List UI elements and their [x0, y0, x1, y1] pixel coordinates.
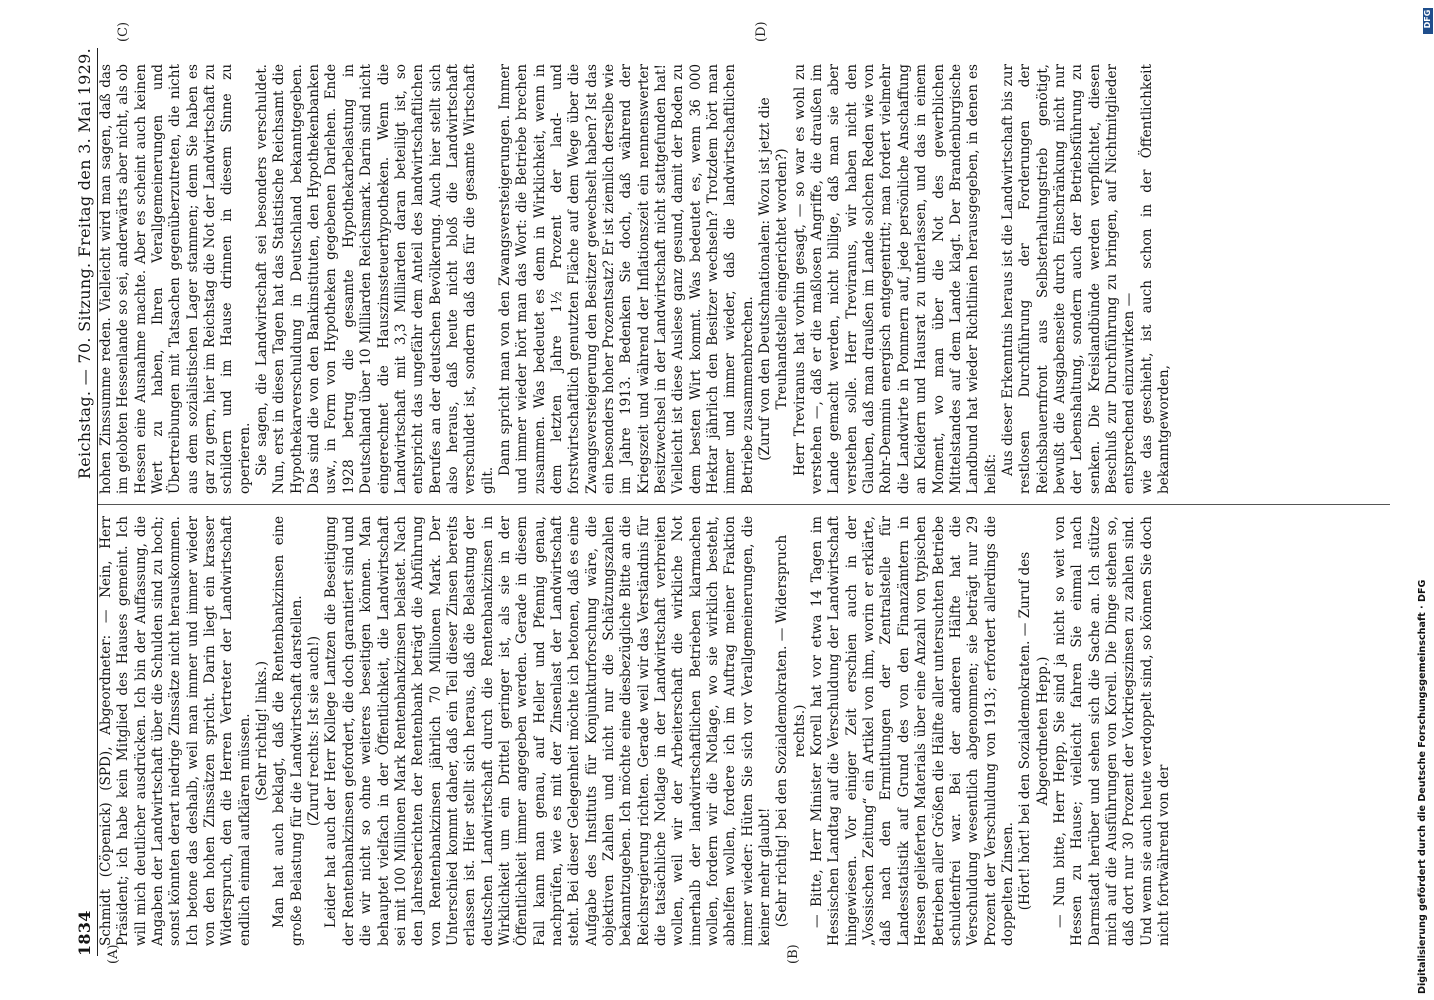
quotation: Aus dieser Erkenntnis heraus ist die Landwirtschaft bis zur restlosen Durchführung der Forderungen der Reichsbauernfront aus Selbsterhaltungstrieb genötigt, bewußt die Ausgabenseite durch Einschränkung nicht nur der Lebenshaltung, sondern auch der Betriebsführung zu senken. Die Kreislandbünde werden verpflichtet, diesen Beschluß zur Durchführung zu bringen, auf Nichtmitglieder entsprechend einzuwirken —	[999, 64, 1138, 494]
right-column	[98, 64, 1390, 494]
digitization-credit: Digitalisierung gefördert durch die Deutsche Forschungsgemeinschaft · DFG	[1417, 579, 1428, 994]
page-header	[68, 48, 98, 956]
dfg-logo: DFG	[1423, 8, 1433, 34]
column-divider	[98, 504, 1390, 505]
text-columns	[98, 21, 1390, 964]
paragraph: Herr Treviranus hat vorhin gesagt, — so war es wohl zu verstehen —, daß er die maßlosen Angriffe, die draußen im Lande gemacht werden, nicht billige, daß man sie aber verstehen solle. Herr Treviranus, wir haben nicht den Glauben, daß man draußen im Lande solchen Reden wie von Rohr-Demmin energisch entgegentritt; man fordert vielmehr die Landwirte in Pommern auf, jede persönliche Anschaffung an Kleidern und Hausrat zu unterlassen, und das in einem Moment, wo man über die Not des gewerblichen Mittelstandes auf dem Lande klagt. Der Brandenburgische Landbund hat wieder Richtlinien herausgegeben, in denen es heißt:	[791, 64, 999, 494]
paragraph: Man hat auch beklagt, daß die Rentenbankzinsen eine große Belastung für die Landwirtschaft darstellen.	[271, 516, 305, 946]
paragraph: — Nun bitte, Herr Hepp, Sie sind ja nicht so weit von Hessen zu Hause; vielleicht fahren Sie einmal nach Darmstadt herüber und sehen sich die Sache an. Ich stütze mich auf die Ausführungen von Korell. Die Dinge stehen so, daß dort nur 30 Prozent der Vorkriegszinsen zu zahlen sind. Und wenn sie auch heute verdoppelt sind, so können Sie doch nicht fortwährend von der	[1051, 516, 1172, 946]
margin-mark-d: (D)	[754, 21, 769, 42]
paragraph: Schmidt (Cöpenick) (SPD), Abgeordneter: — Nein, Herr Präsident; ich habe kein Mitglied des Hauses gemeint. Ich will mich deutlicher ausdrücken. Ich bin der Auffassung, die Angaben der Landwirtschaft über die Schulden sind zu hoch; sonst könnten derart niedrige Zinssätze nicht herauskommen. Ich betone das deshalb, weil man immer und immer wieder von den hohen Zinssätzen spricht. Darin liegt ein krasser Widerspruch, den die Herren Vertreter der Landwirtschaft endlich einmal aufklären müssen.	[98, 516, 253, 946]
running-title: Reichstag. — 70. Sitzung. Freitag den 3. Mai 1929.	[75, 48, 94, 480]
margin-mark-b: (B)	[786, 944, 801, 964]
paragraph: Dann spricht man von den Zwangsversteigerungen. Immer und immer wieder hört man das Wort: die Betriebe brechen zusammen. Was bedeutet es denn in Wirklichkeit, wenn in dem letzten Jahre 1½ Prozent der land- und forstwirtschaftlich genutzten Fläche auf dem Wege über die Zwangsversteigerung den Besitzer gewechselt haben? Ist das ein besonders hoher Prozentsatz? Er ist ziemlich derselbe wie im Jahre 1913. Bedenken Sie doch, daß während der Kriegszeit und während der Inflationszeit ein nennenswerter Besitzwechsel in der Landwirtschaft nicht stattgefunden hat! Vielleicht ist diese Auslese ganz gesund, damit der Boden zu dem besten Wirt kommt. Was bedeutet es, wenn 36 000 Hektar jährlich den Besitzer wechseln? Trotzdem hört man immer und immer wieder, daß die landwirtschaftlichen Betriebe zusammenbrechen.	[496, 64, 756, 494]
interjection: (Sehr richtig! links.)	[254, 660, 271, 802]
page-number: 1834	[75, 910, 94, 956]
interjection: (Hört! hört! bei den Sozialdemokraten. — Zuruf des Abgeordneten Hepp.)	[1017, 551, 1051, 911]
interjection: (Sehr richtig! bei den Sozialdemokraten. — Widerspruch rechts.)	[774, 534, 808, 928]
interjection: (Zuruf rechts: Ist sie auch!)	[306, 635, 323, 827]
margin-mark-a: (A)	[106, 944, 121, 964]
document-page	[60, 21, 1400, 970]
left-column	[98, 516, 1390, 946]
paragraph: — Bitte, Herr Minister Korell hat vor etwa 14 Tagen im Hessischen Landtag auf die Verschuldung der Landwirtschaft hingewiesen. Vor einiger Zeit erschien auch in der „Vossischen Zeitung“ ein Artikel von ihm, worin er erklärte, daß nach den Ermittlungen der Zentralstelle für Landesstatistik auf Grund des von den Finanzämtern in Hessen gelieferten Materials über eine Anzahl von typischen Betrieben aller Größen die Hälfte aller untersuchten Betriebe schuldenfrei war. Bei der anderen Hälfte hat die Verschuldung wesentlich abgenommen; sie beträgt nur 29 Prozent der Verschuldung von 1913; erfordert allerdings die doppelten Zinsen.	[809, 516, 1016, 946]
paragraph: Sie sagen, die Landwirtschaft sei besonders verschuldet. Nun, erst in diesen Tagen hat das Statistische Reichsamt die Hypothekarverschuldung in Deutschland bekanntgegeben. Das sind die von den Bankinstituten, den Hypothekenbanken usw., in Form von Hypotheken gegebenen Darlehen. Ende 1928 betrug die gesamte Hypothekarbelastung in Deutschland über 10 Milliarden Reichsmark. Darin sind nicht eingerechnet die Hauszinssteuerhypotheken. Wenn die Landwirtschaft mit 3,3 Milliarden daran beteiligt ist, so entspricht das ungefähr dem Anteil des landwirtschaftlichen Berufes an der deutschen Bevölkerung. Auch hier stellt sich also heraus, daß heute nicht bloß die Landwirtschaft verschuldet ist, sondern daß das für die gesamte Wirtschaft gilt.	[254, 64, 496, 494]
interjection: (Zuruf von den Deutschnationalen: Wozu ist jetzt die Treuhandstelle eingerichtet worden?)	[757, 97, 791, 461]
margin-mark-c: (C)	[116, 21, 131, 42]
paragraph: Leider hat auch der Herr Kollege Lantzen die Beseitigung der Rentenbankzinsen gefordert, die doch garantiert sind und die wir nicht so ohne weiteres beseitigen können. Man behauptet vielfach in der Öffentlichkeit, die Landwirtschaft sei mit 100 Millionen Mark Rentenbankzinsen belastet. Nach den Jahresberichten der Rentenbank beträgt die Abführung von Rentenbankzinsen jährlich 70 Millionen Mark. Der Unterschied kommt daher, daß ein Teil dieser Zinsen bereits erlassen ist. Hier stellt sich heraus, daß die Belastung der deutschen Landwirtschaft durch die Rentenbankzinsen in Wirklichkeit um ein Drittel geringer ist, als sie in der Öffentlichkeit immer angegeben werden. Gerade in diesem Fall kann man genau, auf Heller und Pfennig genau, nachprüfen, wie es mit der Zinsenlast der Landwirtschaft steht. Bei dieser Gelegenheit möchte ich betonen, daß es eine Aufgabe des Instituts für Konjunkturforschung wäre, die objektiven Zahlen und nicht nur die Schätzungszahlen bekanntzugeben. Ich möchte eine diesbezügliche Bitte an die Reichsregierung richten. Gerade weil wir das Verständnis für die tatsächliche Notlage in der Landwirtschaft verbreiten wollen, weil wir der Arbeiterschaft die wirkliche Not innerhalb der landwirtschaftlichen Betrieben klarmachen wollen, fordern wir die Notlage, wo sie wirklich besteht, abhelfen wollen, fordere ich im Auftrag meiner Fraktion immer wieder: Hüten Sie sich vor Verallgemeinerungen, die keiner mehr glaubt!	[323, 516, 774, 946]
paragraph: wie das geschieht, ist auch schon in der Öffentlichkeit bekanntgeworden,	[1138, 64, 1172, 494]
paragraph: hohen Zinssumme reden. Vielleicht wird man sagen, daß das im gelobten Hessenlande so sei, anderwärts aber nicht, als ob Hessen eine Ausnahme machte. Aber es scheint auch keinen Wert zu haben, Ihren Verallgemeinerungen und Übertreibungen mit Tatsachen gegenüberzutreten, die nicht aus dem sozialistischen Lager stammen; denn Sie haben es gar zu gern, hier im Reichstag die Not der Landwirtschaft zu schildern und im Hause drinnen in diesem Sinne zu operieren.	[98, 64, 253, 494]
